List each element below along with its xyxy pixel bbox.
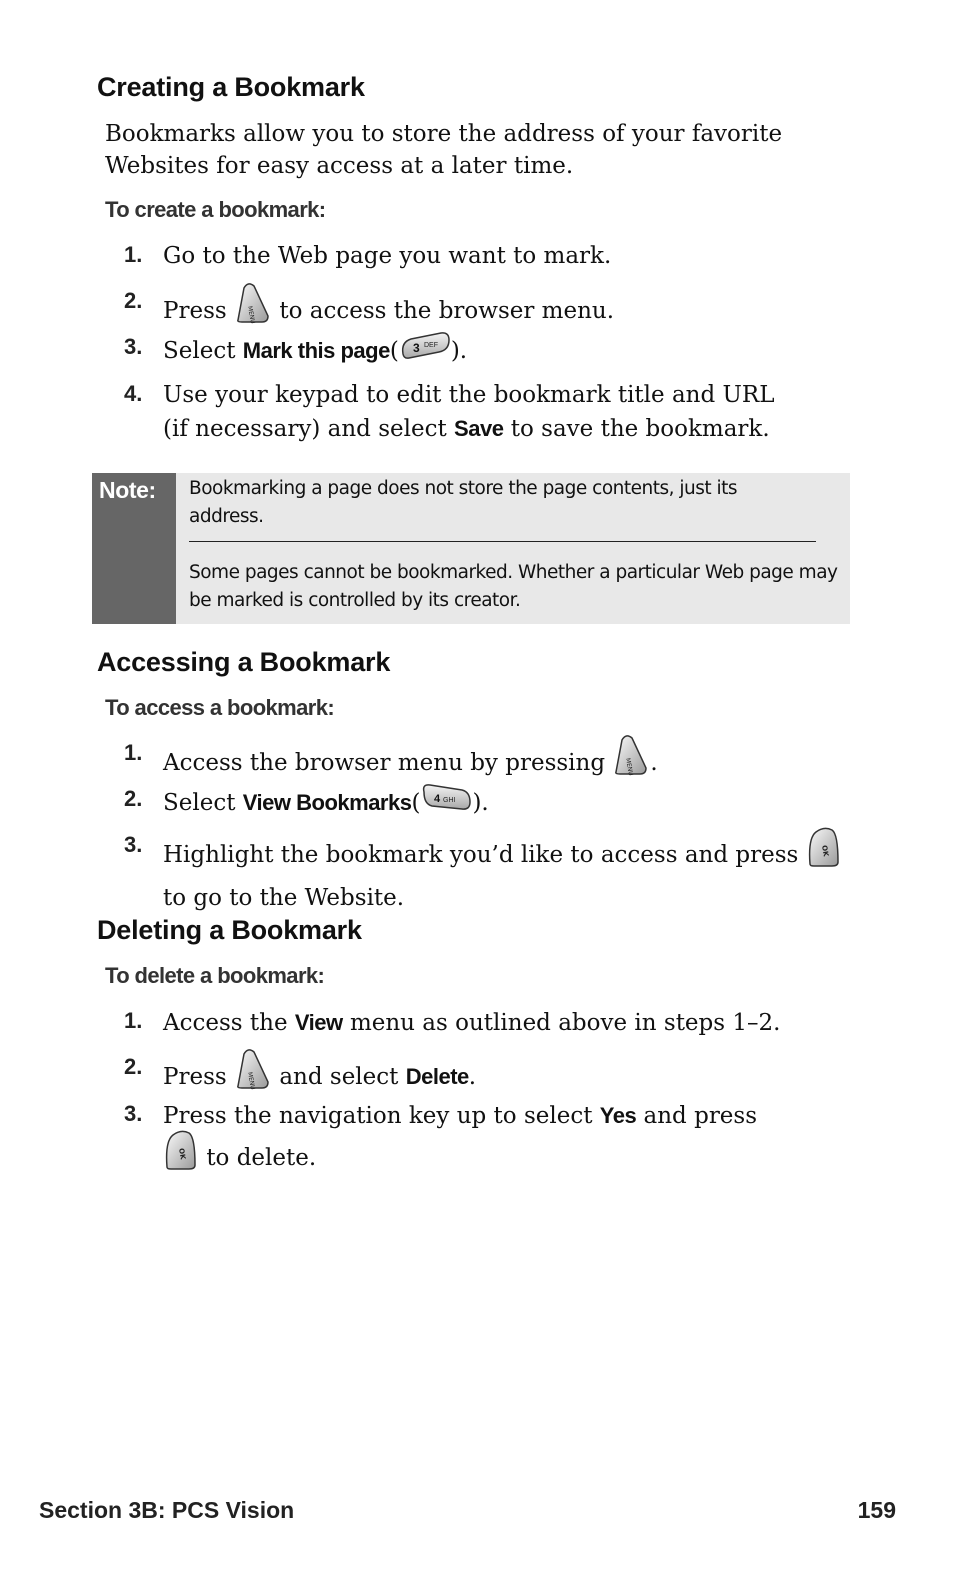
svg-text:4: 4 xyxy=(434,793,441,805)
note-label: Note: xyxy=(99,477,156,503)
section-title-creating: Creating a Bookmark xyxy=(97,72,365,102)
step-number: 4. xyxy=(124,381,143,406)
step-text: Press MENU and select Delete. xyxy=(163,1052,863,1104)
step-number: 1. xyxy=(124,740,143,765)
footer-page-number: 159 xyxy=(857,1497,896,1523)
step-text: Press the navigation key up to select Yes and press OK to delete. xyxy=(163,1099,783,1185)
svg-text:MENU: MENU xyxy=(624,757,635,776)
svg-text:3: 3 xyxy=(412,341,420,355)
ok-key-icon xyxy=(163,1129,199,1181)
step-text: Select View Bookmarks( 4 GHI ). xyxy=(163,784,863,824)
note-text-2: Some pages cannot be bookmarked. Whether a particular Web page may be marked is controlled by its creator. xyxy=(189,562,838,611)
step-number: 1. xyxy=(124,242,143,267)
svg-text:DEF: DEF xyxy=(423,342,438,349)
step-text: Access the browser menu by pressing MENU . xyxy=(163,738,863,790)
step-text: Highlight the bookmark you’d like to access and press OK to go to the Website. xyxy=(163,830,863,915)
key-3-icon xyxy=(399,330,451,370)
step-text: Select Mark this page( 3 DEF ). xyxy=(163,332,863,372)
step-number: 3. xyxy=(124,1101,143,1126)
intro-paragraph: Bookmarks allow you to store the address of your favorite Websites for easy access at a later time. xyxy=(105,121,783,179)
menu-key-icon xyxy=(234,282,272,334)
step-text: Use your keypad to edit the bookmark title and URL (if necessary) and select Save to save the bookmark. xyxy=(163,382,775,442)
section-title-accessing: Accessing a Bookmark xyxy=(97,647,391,677)
ok-key-icon xyxy=(806,826,842,878)
menu-key-icon xyxy=(612,734,650,786)
step-number: 3. xyxy=(124,832,143,857)
note-text-1: Bookmarking a page does not store the page contents, just its address. xyxy=(189,478,738,527)
svg-text:MENU: MENU xyxy=(246,1071,257,1090)
svg-text:MENU: MENU xyxy=(246,305,257,324)
footer-section: Section 3B: PCS Vision xyxy=(39,1497,295,1523)
step-text: Press MENU to access the browser menu. xyxy=(163,286,863,338)
step-number: 3. xyxy=(124,334,143,359)
svg-text:OK: OK xyxy=(819,844,830,858)
section-title-deleting: Deleting a Bookmark xyxy=(97,915,362,945)
svg-text:GHI: GHI xyxy=(443,797,456,804)
key-4-icon xyxy=(420,782,472,822)
svg-text:OK: OK xyxy=(177,1147,187,1161)
subheading-access: To access a bookmark: xyxy=(105,695,335,720)
note-box xyxy=(92,473,850,624)
menu-key-icon xyxy=(234,1048,272,1100)
step-number: 2. xyxy=(124,786,143,811)
subheading-create: To create a bookmark: xyxy=(105,197,326,222)
step-number: 1. xyxy=(124,1008,143,1033)
step-number: 2. xyxy=(124,1054,143,1079)
note-divider xyxy=(189,541,816,542)
step-number: 2. xyxy=(124,288,143,313)
step-text: Go to the Web page you want to mark. xyxy=(163,243,612,269)
subheading-delete: To delete a bookmark: xyxy=(105,963,325,988)
step-text: Access the View menu as outlined above in steps 1–2. xyxy=(163,1010,781,1036)
